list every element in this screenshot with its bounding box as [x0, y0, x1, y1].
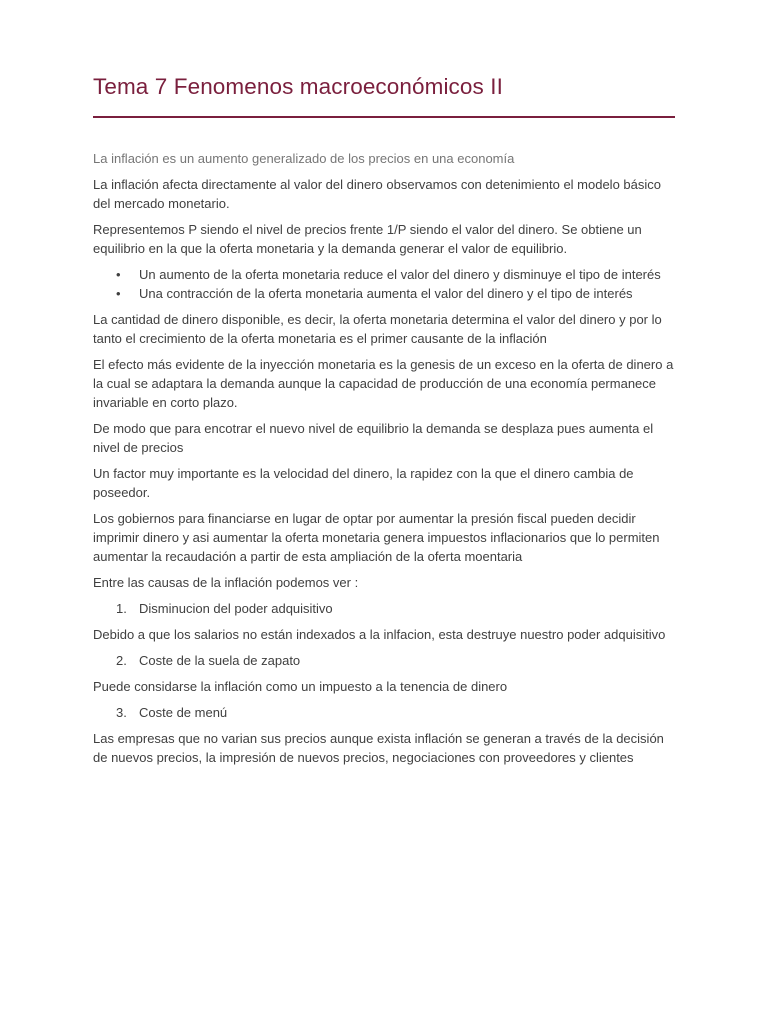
document-subtitle: La inflación es un aumento generalizado de los precios en una economía: [93, 151, 515, 166]
item-text: Disminucion del poder adquisitivo: [139, 601, 333, 616]
document-title: Tema 7 Fenomenos macroeconómicos II: [93, 74, 503, 99]
paragraph: Puede considarse la inflación como un impuesto a la tenencia de dinero: [93, 679, 508, 694]
item-text: Coste de menú: [139, 705, 228, 720]
item-number: 1.: [116, 601, 127, 616]
item-text: Coste de la suela de zapato: [139, 653, 301, 668]
bullet-text: Una contracción de la oferta monetaria aumenta el valor del dinero y el tipo de interés: [139, 286, 633, 301]
numbered-item: [93, 651, 675, 670]
paragraph: Un factor muy importante es la velocidad del dinero, la rapidez con la que el dinero cambia de poseedor.: [93, 466, 634, 500]
item-number: 2.: [116, 653, 127, 668]
paragraph: Debido a que los salarios no están indexados a la inlfacion, esta destruye nuestro poder adquisitivo: [93, 627, 666, 642]
paragraph: Los gobiernos para financiarse en lugar de optar por aumentar la presión fiscal pueden decidir imprimir dinero y asi aumentar la oferta monetaria genera impuestos inflacionarios que lo permiten aumentar la recaudación a partir de esta ampliación de la oferta moentaria: [93, 511, 660, 564]
bullet-marker: •: [116, 267, 121, 282]
paragraph: Entre las causas de la inflación podemos ver :: [93, 575, 359, 590]
paragraph: El efecto más evidente de la inyección monetaria es la genesis de un exceso en la oferta de dinero a la cual se adaptara la demanda aunque la capacidad de producción de una economía permanece invariable en corto plazo.: [93, 357, 674, 410]
document-body: [93, 149, 675, 774]
paragraph: Las empresas que no varian sus precios aunque exista inflación se generan a través de la decisión de nuevos precios, la impresión de nuevos precios, negociaciones con proveedores y clientes: [93, 731, 664, 765]
bullet-text: Un aumento de la oferta monetaria reduce el valor del dinero y disminuye el tipo de interés: [139, 267, 661, 282]
numbered-item: [93, 599, 675, 618]
bullet-list: [93, 265, 675, 303]
paragraph: La inflación afecta directamente al valor del dinero observamos con detenimiento el modelo básico del mercado monetario.: [93, 177, 661, 211]
numbered-item: [93, 703, 675, 722]
bullet-item: [93, 284, 675, 303]
bullet-item: [93, 265, 675, 284]
bullet-marker: •: [116, 286, 121, 301]
title-rule: [93, 116, 675, 118]
paragraph: La cantidad de dinero disponible, es decir, la oferta monetaria determina el valor del dinero y por lo tanto el crecimiento de la oferta monetaria es el primer causante de la inflación: [93, 312, 662, 346]
item-number: 3.: [116, 705, 127, 720]
paragraph: Representemos P siendo el nivel de precios frente 1/P siendo el valor del dinero. Se obtiene un equilibrio en la que la oferta monetaria y la demanda generar el valor de equilibrio.: [93, 222, 642, 256]
paragraph: De modo que para encotrar el nuevo nivel de equilibrio la demanda se desplaza pues aumenta el nivel de precios: [93, 421, 654, 455]
